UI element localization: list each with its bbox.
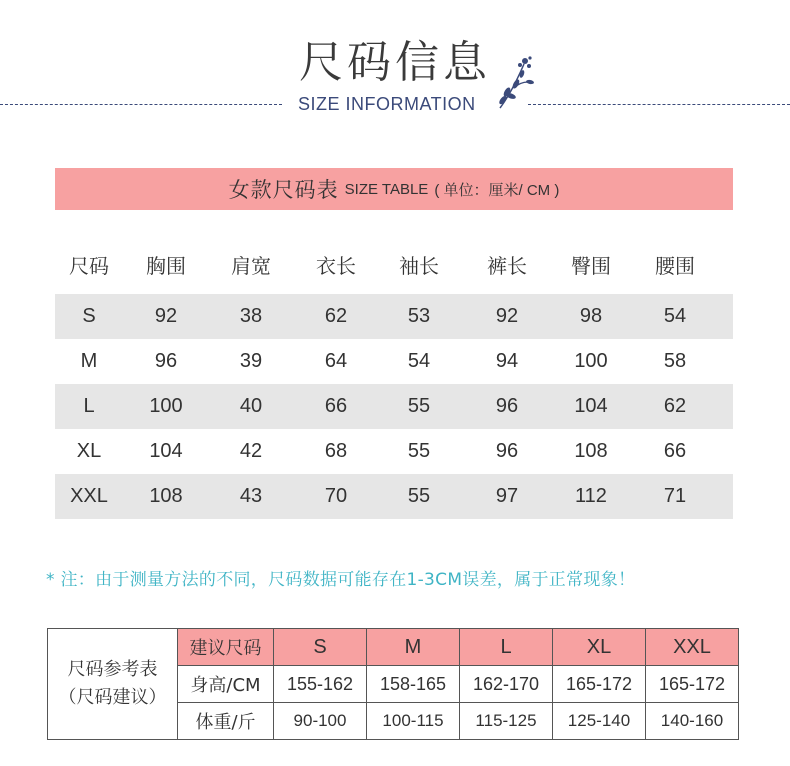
reference-size-cell: XXL (646, 629, 738, 665)
size-label-cell: XL (76, 440, 102, 462)
header-cell: 尺码 (69, 253, 109, 278)
measurement-cell: 39 (239, 350, 263, 372)
measurement-cell: 38 (239, 305, 263, 327)
reference-title-line2: （尺码建议） (58, 687, 167, 708)
measurement-cell: 68 (324, 440, 348, 462)
measurement-cell: 100 (149, 395, 183, 417)
size-table-header (55, 240, 733, 288)
measurement-cell: 71 (663, 485, 687, 507)
header-divider-right (528, 104, 790, 105)
size-table-banner (55, 168, 733, 210)
banner-unit: ( 单位：厘米/ CM ) (434, 181, 560, 199)
reference-size-cell: S (274, 629, 367, 665)
reference-height-cell: 155-162 (274, 666, 367, 702)
measurement-cell: 97 (495, 485, 519, 507)
reference-head-label: 建议尺码 (178, 629, 274, 665)
table-row (55, 294, 733, 339)
measurement-cell: 42 (239, 440, 263, 462)
measurement-cell: 98 (579, 305, 603, 327)
size-label-cell: L (83, 395, 95, 417)
measurement-cell: 92 (495, 305, 519, 327)
measurement-cell: 53 (407, 305, 431, 327)
reference-height-row (178, 666, 738, 703)
measurement-cell: 43 (239, 485, 263, 507)
reference-weight-label: 体重/斤 (178, 703, 274, 739)
measurement-cell: 40 (239, 395, 263, 417)
header-cell: 肩宽 (231, 253, 271, 278)
reference-height-cell: 158-165 (367, 666, 460, 702)
measurement-cell: 66 (663, 440, 687, 462)
table-row (55, 339, 733, 384)
measurement-cell: 64 (324, 350, 348, 372)
measurement-cell: 92 (154, 305, 178, 327)
page-title (0, 26, 790, 90)
measurement-cell: 94 (495, 350, 519, 372)
reference-height-cell: 162-170 (460, 666, 553, 702)
measurement-cell: 100 (574, 350, 608, 372)
measurement-cell: 55 (407, 395, 431, 417)
header-divider-left (0, 104, 282, 105)
leaf-sprig-icon (494, 52, 538, 112)
measurement-cell: 96 (495, 395, 519, 417)
measurement-cell: 104 (574, 395, 608, 417)
measurement-cell: 54 (407, 350, 431, 372)
measurement-cell: 96 (154, 350, 178, 372)
table-row (55, 474, 733, 519)
reference-title-line1: 尺码参考表 (67, 659, 158, 680)
banner-subtitle: SIZE TABLE (344, 180, 429, 198)
reference-height-cell: 165-172 (553, 666, 646, 702)
size-label-cell: S (82, 305, 96, 327)
reference-weight-cell: 140-160 (660, 711, 724, 730)
header-cell: 臀围 (571, 253, 611, 278)
measurement-cell: 54 (663, 305, 687, 327)
measurement-cell: 70 (324, 485, 348, 507)
size-table (55, 240, 733, 519)
reference-size-row (178, 629, 738, 666)
header-cell: 衣长 (316, 253, 356, 278)
measurement-cell: 104 (149, 440, 183, 462)
measurement-cell: 58 (663, 350, 687, 372)
reference-height-cell: 165-172 (658, 673, 726, 694)
reference-weight-row (178, 703, 738, 739)
measurement-cell: 112 (575, 485, 607, 507)
measurement-cell: 62 (663, 395, 687, 417)
measurement-cell: 66 (324, 395, 348, 417)
banner-title: 女款尺码表 (228, 178, 339, 202)
page-subtitle: SIZE INFORMATION (298, 94, 476, 114)
measurement-cell: 108 (574, 440, 608, 462)
header-cell: 胸围 (146, 253, 186, 278)
reference-weight-cell: 90-100 (274, 703, 367, 739)
size-label-cell: M (80, 350, 98, 372)
header-cell: 袖长 (399, 253, 439, 278)
reference-size-cell: L (460, 629, 553, 665)
measurement-cell: 62 (324, 305, 348, 327)
measurement-note: * 注：由于测量方法的不同，尺码数据可能存在1-3CM误差，属于正常现象！ (46, 570, 636, 590)
page-title-text: 尺码信息 (299, 37, 491, 88)
table-row (55, 429, 733, 474)
reference-size-cell: XL (553, 629, 646, 665)
reference-grid (178, 629, 738, 739)
measurement-cell: 96 (495, 440, 519, 462)
reference-title (48, 629, 178, 739)
size-reference-table (47, 628, 739, 740)
reference-weight-cell: 115-125 (460, 703, 553, 739)
reference-height-label: 身高/CM (178, 666, 274, 702)
size-label-cell: XXL (70, 485, 108, 507)
reference-size-cell: M (367, 629, 460, 665)
reference-weight-cell: 100-115 (367, 703, 460, 739)
header-cell: 腰围 (655, 253, 695, 278)
table-row (55, 384, 733, 429)
reference-weight-cell: 125-140 (553, 703, 646, 739)
measurement-cell: 55 (407, 485, 431, 507)
measurement-cell: 55 (407, 440, 431, 462)
measurement-cell: 108 (149, 485, 183, 507)
header-cell: 裤长 (487, 253, 527, 278)
